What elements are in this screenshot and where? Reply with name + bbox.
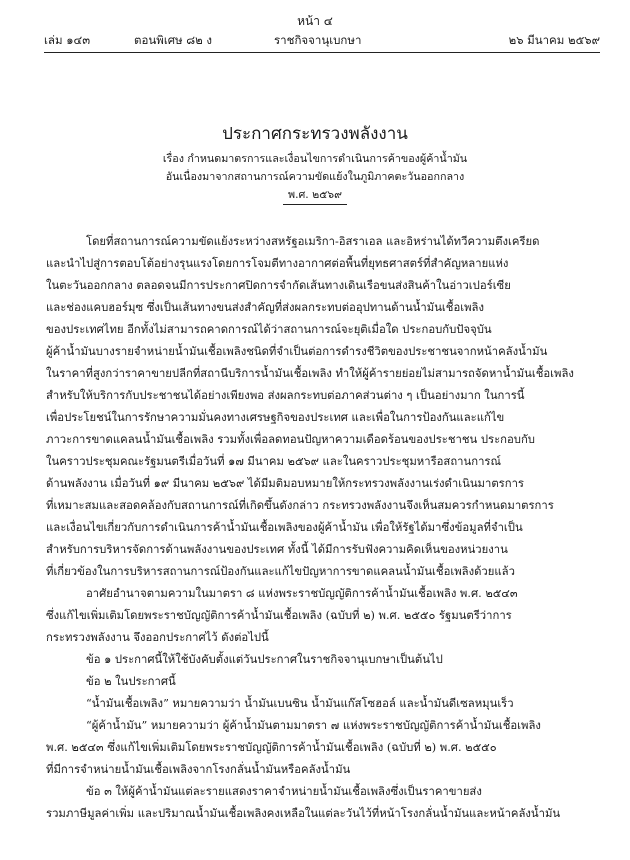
body-line: ในคราวประชุมคณะรัฐมนตรีเมื่อวันที่ ๑๗ มีนาคม ๒๕๖๙ และในคราวประชุมหารือสถานการณ์ xyxy=(46,455,501,468)
body-line: โดยที่สถานการณ์ความขัดแย้งระหว่างสหรัฐอเมริกา-อิสราเอล และอิหร่านได้ทวีความตึงเครียด xyxy=(86,235,540,248)
body-line: ซึ่งแก้ไขเพิ่มเติมโดยพระราชบัญญัติการค้าน้ำมันเชื้อเพลิง (ฉบับที่ ๒) พ.ศ. ๒๕๕๐ รัฐมนตรีว่าการ xyxy=(46,609,512,622)
body-line: อาศัยอำนาจตามความในมาตรา ๘ แห่งพระราชบัญญัติการค้าน้ำมันเชื้อเพลิง พ.ศ. ๒๕๔๓ xyxy=(86,587,518,600)
gazette-name: ราชกิจจานุเบกษา xyxy=(274,33,362,47)
body-line: ในราคาที่สูงกว่าราคาขายปลีกที่สถานีบริการน้ำมันเชื้อเพลิง ทำให้ผู้ค้ารายย่อยไม่สามารถจัดหาน้ำมันเชื้อเพลิง xyxy=(46,367,574,380)
body-line: ในตะวันออกกลาง ตลอดจนมีการประกาศปิดการจำกัดเส้นทางเดินเรือขนส่งสินค้าในอ่าวเปอร์เซีย xyxy=(46,279,511,292)
section-number: ตอนพิเศษ ๘๒ ง xyxy=(134,33,213,47)
clause-3: ข้อ ๓ ให้ผู้ค้าน้ำมันแต่ละรายแสดงราคาจำหน่ายน้ำมันเชื้อเพลิงซึ่งเป็นราคาขายส่ง xyxy=(86,785,482,798)
body-line: ด้านพลังงาน เมื่อวันที่ ๑๙ มีนาคม ๒๕๖๙ ได้มีมติมอบหมายให้กระทรวงพลังงานเร่งดำเนินมาตรการ xyxy=(46,477,524,490)
definition-trader: “ผู้ค้าน้ำมัน” หมายความว่า ผู้ค้าน้ำมันตามมาตรา ๗ แห่งพระราชบัญญัติการค้าน้ำมันเชื้อเพลิง xyxy=(86,719,541,732)
publication-date: ๒๖ มีนาคม ๒๕๖๙ xyxy=(508,33,600,47)
clause-1: ข้อ ๑ ประกาศนี้ให้ใช้บังคับตั้งแต่วันประกาศในราชกิจจานุเบกษาเป็นต้นไป xyxy=(86,653,443,666)
volume-number: เล่ม ๑๔๓ xyxy=(44,33,91,47)
body-line: และนำไปสู่การตอบโต้อย่างรุนแรงโดยการโจมตีทางอากาศต่อพื้นที่ยุทธศาสตร์ที่สำคัญหลายแห่ง xyxy=(46,257,509,270)
body-line: ภาวะการขาดแคลนน้ำมันเชื้อเพลิง รวมทั้งเพื่อลดทอนปัญหาความเดือดร้อนของประชาชน ประกอบกับ xyxy=(46,433,535,446)
body-line: ที่เกี่ยวข้องในการบริหารสถานการณ์ป้องกันและแก้ไขปัญหาการขาดแคลนน้ำมันเชื้อเพลิงด้วยแล้ว xyxy=(46,565,515,578)
document-subject-cont: อันเนื่องมาจากสถานการณ์ความขัดแย้งในภูมิภาคตะวันออกกลาง xyxy=(165,170,465,183)
document-year: พ.ศ. ๒๕๖๙ xyxy=(288,188,342,201)
body-line: สำหรับการบริหารจัดการด้านพลังงานของประเทศ ทั้งนี้ ได้มีการรับฟังความคิดเห็นของหน่วยงาน xyxy=(46,543,508,556)
body-line: สำหรับให้บริการกับประชาชนได้อย่างเพียงพอ ส่งผลกระทบต่อภาคส่วนต่าง ๆ เป็นอย่างมาก ในการนี้ xyxy=(46,389,525,402)
body-line: เพื่อประโยชน์ในการรักษาความมั่นคงทางเศรษฐกิจของประเทศ และเพื่อในการป้องกันและแก้ไข xyxy=(46,411,505,424)
body-line: ผู้ค้าน้ำมันบางรายจำหน่ายน้ำมันเชื้อเพลิงชนิดที่จำเป็นต่อการดำรงชีวิตของประชาชนจากหน้าคลังน้ำมัน xyxy=(46,345,548,358)
body-line: พ.ศ. ๒๕๔๓ ซึ่งแก้ไขเพิ่มเติมโดยพระราชบัญญัติการค้าน้ำมันเชื้อเพลิง (ฉบับที่ ๒) พ.ศ. ๒๕๕๐ xyxy=(46,741,497,754)
body-line: ที่เหมาะสมและสอดคล้องกับสถานการณ์ที่เกิดขึ้นดังกล่าว กระทรวงพลังงานจึงเห็นสมควรกำหนดมาตรการ xyxy=(46,499,554,512)
body-line: รวมภาษีมูลค่าเพิ่ม และปริมาณน้ำมันเชื้อเพลิงคงเหลือในแต่ละวันไว้ที่หน้าโรงกลั่นน้ำมันและหน้าคลังน้ำมัน xyxy=(46,807,561,820)
document-title: ประกาศกระทรวงพลังงาน xyxy=(222,124,408,144)
body-line: และเงื่อนไขเกี่ยวกับการดำเนินการค้าน้ำมันเชื้อเพลิงของผู้ค้าน้ำมัน เพื่อให้รัฐได้มาซึ่งข้อมูลที่จำเป็น xyxy=(46,521,523,534)
body-line: ที่มีการจำหน่ายน้ำมันเชื้อเพลิงจากโรงกลั่นน้ำมันหรือคลังน้ำมัน xyxy=(46,763,351,776)
body-line: กระทรวงพลังงาน จึงออกประกาศไว้ ดังต่อไปนี้ xyxy=(46,631,269,644)
page-number: หน้า ๔ xyxy=(297,14,333,28)
title-rule xyxy=(283,204,347,205)
body-line: และช่องแคบฮอร์มุซ ซึ่งเป็นเส้นทางขนส่งสำคัญที่ส่งผลกระทบต่ออุปทานด้านน้ำมันเชื้อเพลิง xyxy=(46,301,484,314)
definition-fuel: “น้ำมันเชื้อเพลิง” หมายความว่า น้ำมันเบนซิน น้ำมันแก๊สโซฮอล์ และน้ำมันดีเซลหมุนเร็ว xyxy=(86,697,514,710)
document-subject: เรื่อง กำหนดมาตรการและเงื่อนไขการดำเนินการค้าของผู้ค้าน้ำมัน xyxy=(162,152,468,165)
header-rule xyxy=(44,52,600,53)
clause-2: ข้อ ๒ ในประกาศนี้ xyxy=(86,675,176,688)
body-line: ของประเทศไทย อีกทั้งไม่สามารถคาดการณ์ได้ว่าสถานการณ์จะยุติเมื่อใด ประกอบกับปัจจุบัน xyxy=(46,323,492,336)
